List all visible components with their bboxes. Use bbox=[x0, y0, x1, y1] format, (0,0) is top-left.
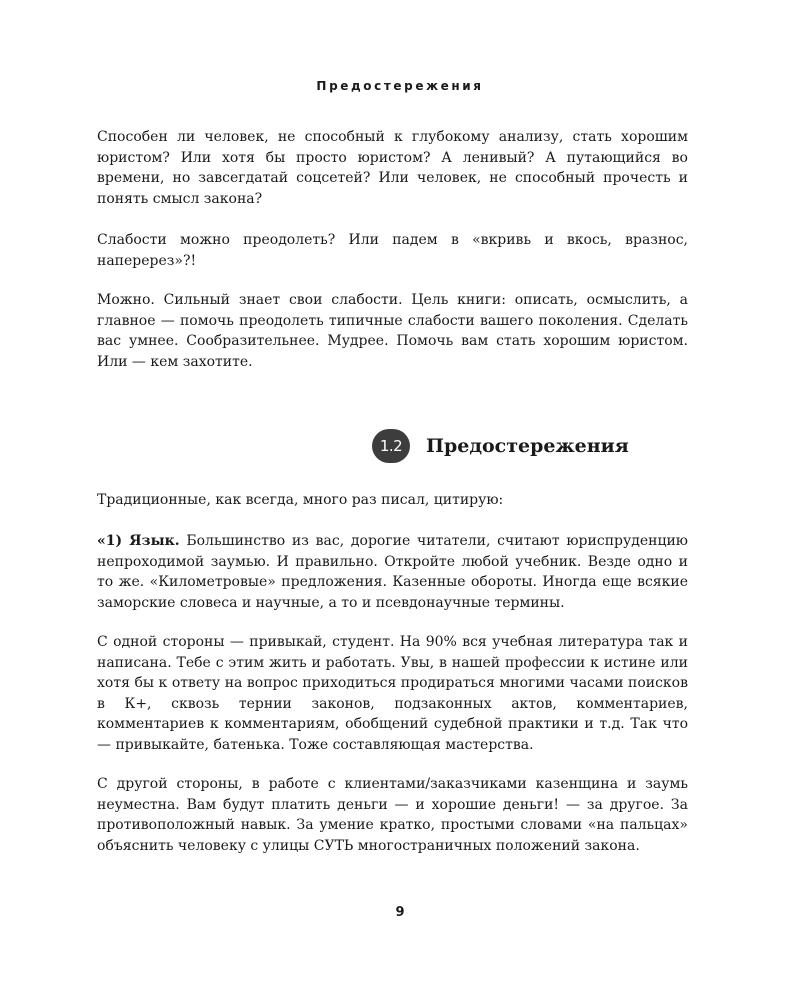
paragraph-5 bbox=[97, 531, 688, 613]
paragraph-3 bbox=[97, 290, 688, 372]
section-number-badge: 1.2 bbox=[372, 429, 410, 463]
paragraph-text: Слабости можно преодолеть? Или падем в «вкривь и вкось, вразнос, наперерез»?! bbox=[97, 232, 688, 269]
paragraph-4 bbox=[97, 490, 688, 511]
page-number: 9 bbox=[395, 905, 405, 920]
section-heading bbox=[372, 429, 629, 463]
paragraph-lead: «1) Язык. bbox=[97, 533, 180, 549]
paragraph-text bbox=[97, 531, 688, 613]
paragraph-7 bbox=[97, 774, 688, 856]
paragraph-rest: Большинство из вас, дорогие читатели, считают юриспруденцию непроходимой заумью. И правильно. Откройте любой учебник. Везде одно и то же. «Километровые» предложения. Казенные обороты. Иногда еще всякие заморские словеса и научные, а то и псевдонаучные термины. bbox=[97, 533, 688, 611]
paragraph-text: Можно. Сильный знает свои слабости. Цель книги: описать, осмыслить, а главное — помочь преодолеть типичные слабости вашего поколения. Сделать вас умнее. Сообразительнее. Мудрее. Помочь вам стать хорошим юристом. Или — кем захотите. bbox=[97, 292, 688, 370]
paragraph-2 bbox=[97, 230, 688, 271]
paragraph-text: С одной стороны — привыкай, студент. На 90% вся учебная литература так и написана. Тебе с этим жить и работать. Увы, в нашей профессии к истине или хотя бы к ответу на вопрос приходиться продираться многими часами поисков в К+, сквозь тернии законов, подзаконных актов, комментариев, комментариев к комментариям, обобщений судебной практики и т.д. Так что — привыкайте, батенька. Тоже составляющая мастерства. bbox=[97, 634, 688, 753]
paragraph-text: Традиционные, как всегда, много раз писал, цитирую: bbox=[97, 492, 504, 508]
running-head: Предостережения bbox=[316, 79, 484, 93]
paragraph-text: Способен ли человек, не способный к глубокому анализу, стать хорошим юристом? Или хотя бы просто юристом? А ленивый? А путающийся во времени, но завсегдатай соцсетей? Или человек, не способный прочесть и понять смысл закона? bbox=[97, 129, 688, 207]
paragraph-6 bbox=[97, 632, 688, 755]
paragraph-text: С другой стороны, в работе с клиентами/заказчиками казенщина и заумь неуместна. Вам будут платить деньги — и хорошие деньги! — за другое. За противоположный навык. За умение кратко, простыми словами «на пальцах» объяснить человеку с улицы СУТЬ многостраничных положений закона. bbox=[97, 776, 688, 854]
paragraph-1 bbox=[97, 127, 688, 209]
section-title: Предостережения bbox=[426, 435, 629, 457]
